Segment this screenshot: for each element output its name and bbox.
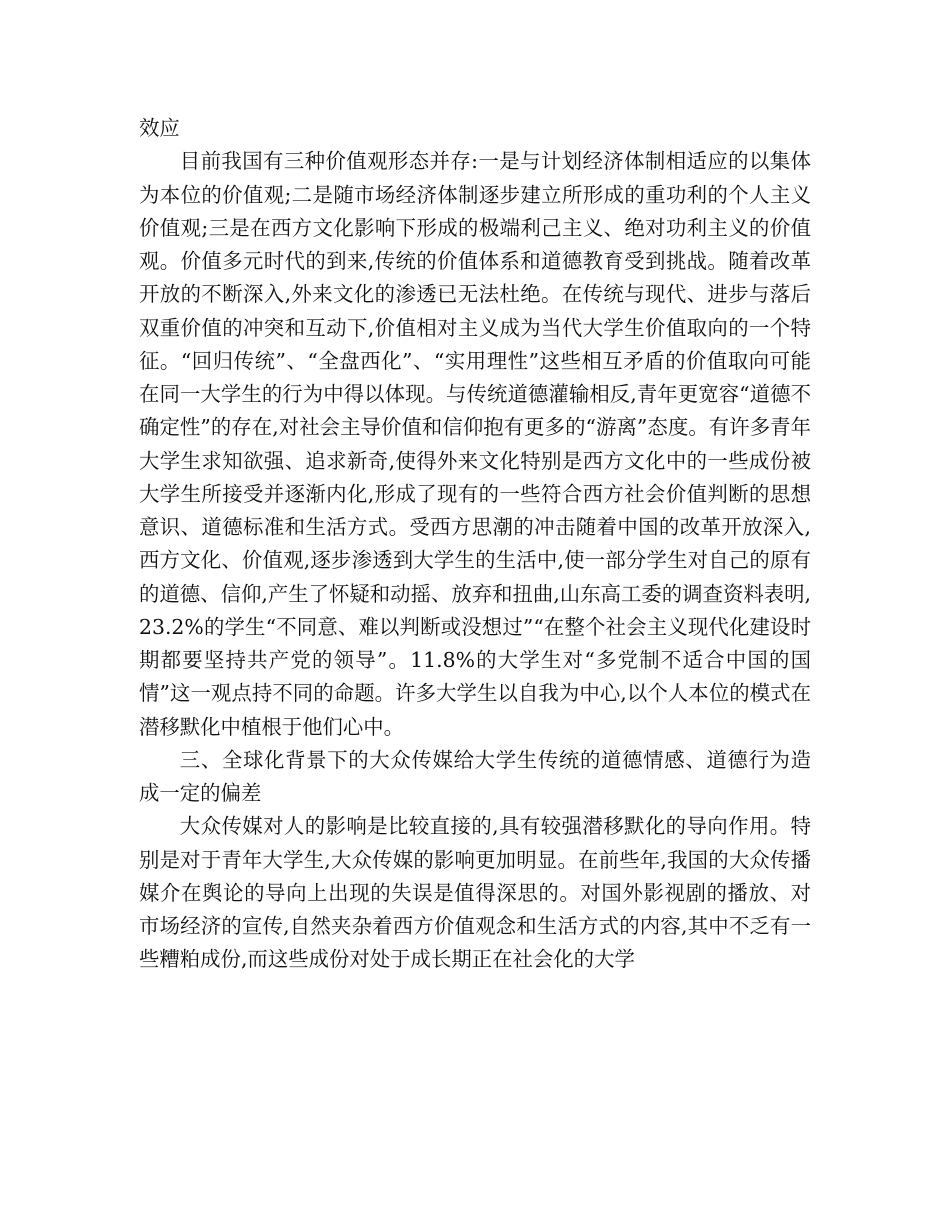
paragraph-continuation: 效应 — [139, 116, 180, 140]
document-body — [139, 112, 811, 977]
section-heading-mass-media: 三、全球化背景下的大众传媒给大学生传统的道德情感、道德行为造成一定的偏差 — [139, 747, 811, 805]
paragraph-mass-media: 大众传媒对人的影响是比较直接的,具有较强潜移默化的导向作用。特别是对于青年大学生,大众传媒的影响更加明显。在前些年,我国的大众传播媒介在舆论的导向上出现的失误是值得深思的。对国外影视剧的播放、对市场经济的宣传,自然夹杂着西方价值观念和生活方式的内容,其中不乏有一些糟粕成份,而这些成份对处于成长期正在社会化的大学 — [139, 814, 811, 972]
paragraph-value-systems: 目前我国有三种价值观形态并存:一是与计划经济体制相适应的以集体为本位的价值观;二是随市场经济体制逐步建立所形成的重功利的个人主义价值观;三是在西方文化影响下形成的极端利己主义、绝对功利主义的价值观。价值多元时代的到来,传统的价值体系和道德教育受到挑战。随着改革开放的不断深入,外来文化的渗透已无法杜绝。在传统与现代、进步与落后双重价值的冲突和互动下,价值相对主义成为当代大学生价值取向的一个特征。“回归传统”、“全盘西化”、“实用理性”这些相互矛盾的价值取向可能在同一大学生的行为中得以体现。与传统道德灌输相反,青年更宽容“道德不确定性”的存在,对社会主导价值和信仰抱有更多的“游离”态度。有许多青年大学生求知欲强、追求新奇,使得外来文化特别是西方文化中的一些成份被大学生所接受并逐渐内化,形成了现有的一些符合西方社会价值判断的思想意识、道德标准和生活方式。受西方思潮的冲击随着中国的改革开放深入,西方文化、价值观,逐步渗透到大学生的生活中,使一部分学生对自己的原有的道德、信仰,产生了怀疑和动摇、放弃和扭曲,山东高工委的调查资料表明,23.2%的学生“不同意、难以判断或没想过”“在整个社会主义现代化建设时期都要坚持共产党的领导”。11.8%的大学生对“多党制不适合中国的国情”这一观点持不同的命题。许多大学生以自我为中心,以个人本位的模式在潜移默化中植根于他们心中。 — [139, 149, 811, 739]
